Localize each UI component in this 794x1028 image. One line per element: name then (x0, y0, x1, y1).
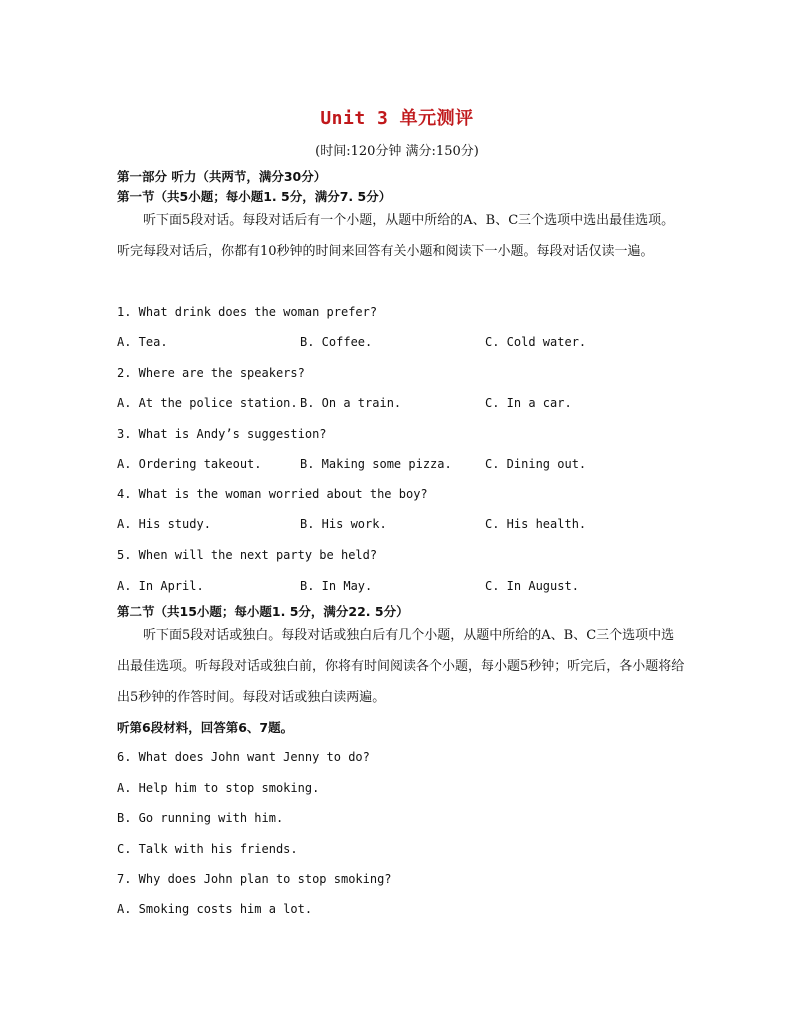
option-c: C. His health. (485, 517, 587, 531)
section2-instructions: 听下面5段对话或独白。每段对话或独白后有几个小题，从题中所给的A、B、C三个选项中选出最佳选项。听每段对话或独白前，你将有时间阅读各个小题，每小题5秒钟；听完后，各小题将给出5秒钟的作答时间。每段对话或独白读两遍。 (117, 628, 685, 705)
option-c: C. In August. (485, 579, 579, 593)
section1-instructions: 听下面5段对话。每段对话后有一个小题，从题中所给的A、B、C三个选项中选出最佳选项。听完每段对话后，你都有10秒钟的时间来回答有关小题和阅读下一小题。每段对话仅读一遍。 (117, 213, 675, 259)
question-4: 4. What is the woman worried about the boy? (117, 487, 428, 501)
option-c: C. Dining out. (485, 457, 587, 471)
section2-heading: 第二节（共15小题；每小题1. 5分，满分22. 5分） (117, 604, 409, 619)
option-b: B. His work. (300, 517, 387, 531)
option-b: B. Coffee. (300, 335, 373, 349)
question-6-option-a: A. Help him to stop smoking. (117, 781, 320, 795)
option-a: A. His study. (117, 517, 211, 531)
options-2 (117, 396, 697, 412)
question-5: 5. When will the next party be held? (117, 548, 378, 562)
page-title: Unit 3 单元测评 (320, 108, 474, 129)
option-a: A. In April. (117, 579, 204, 593)
material-heading: 听第6段材料，回答第6、7题。 (117, 720, 294, 735)
question-6-option-c: C. Talk with his friends. (117, 842, 298, 856)
option-b: B. Making some pizza. (300, 457, 452, 471)
options-5 (117, 579, 697, 595)
option-b: B. In May. (300, 579, 373, 593)
options-3 (117, 457, 697, 473)
page-subtitle: (时间:120分钟 满分:150分) (315, 144, 479, 159)
option-a: A. Tea. (117, 335, 168, 349)
options-1 (117, 335, 697, 351)
question-6-option-b: B. Go running with him. (117, 811, 284, 825)
options-4 (117, 517, 697, 533)
part1-heading: 第一部分 听力（共两节，满分30分） (117, 169, 327, 184)
option-c: C. Cold water. (485, 335, 587, 349)
option-b: B. On a train. (300, 396, 402, 410)
question-2: 2. Where are the speakers? (117, 366, 305, 380)
question-6: 6. What does John want Jenny to do? (117, 750, 370, 764)
question-7: 7. Why does John plan to stop smoking? (117, 872, 392, 886)
question-3: 3. What is Andy’s suggestion? (117, 427, 327, 441)
option-a: A. At the police station. (117, 396, 298, 410)
option-a: A. Ordering takeout. (117, 457, 262, 471)
option-c: C. In a car. (485, 396, 572, 410)
section1-heading: 第一节（共5小题；每小题1. 5分，满分7. 5分） (117, 189, 392, 204)
question-1: 1. What drink does the woman prefer? (117, 305, 378, 319)
question-7-option-a: A. Smoking costs him a lot. (117, 902, 313, 916)
